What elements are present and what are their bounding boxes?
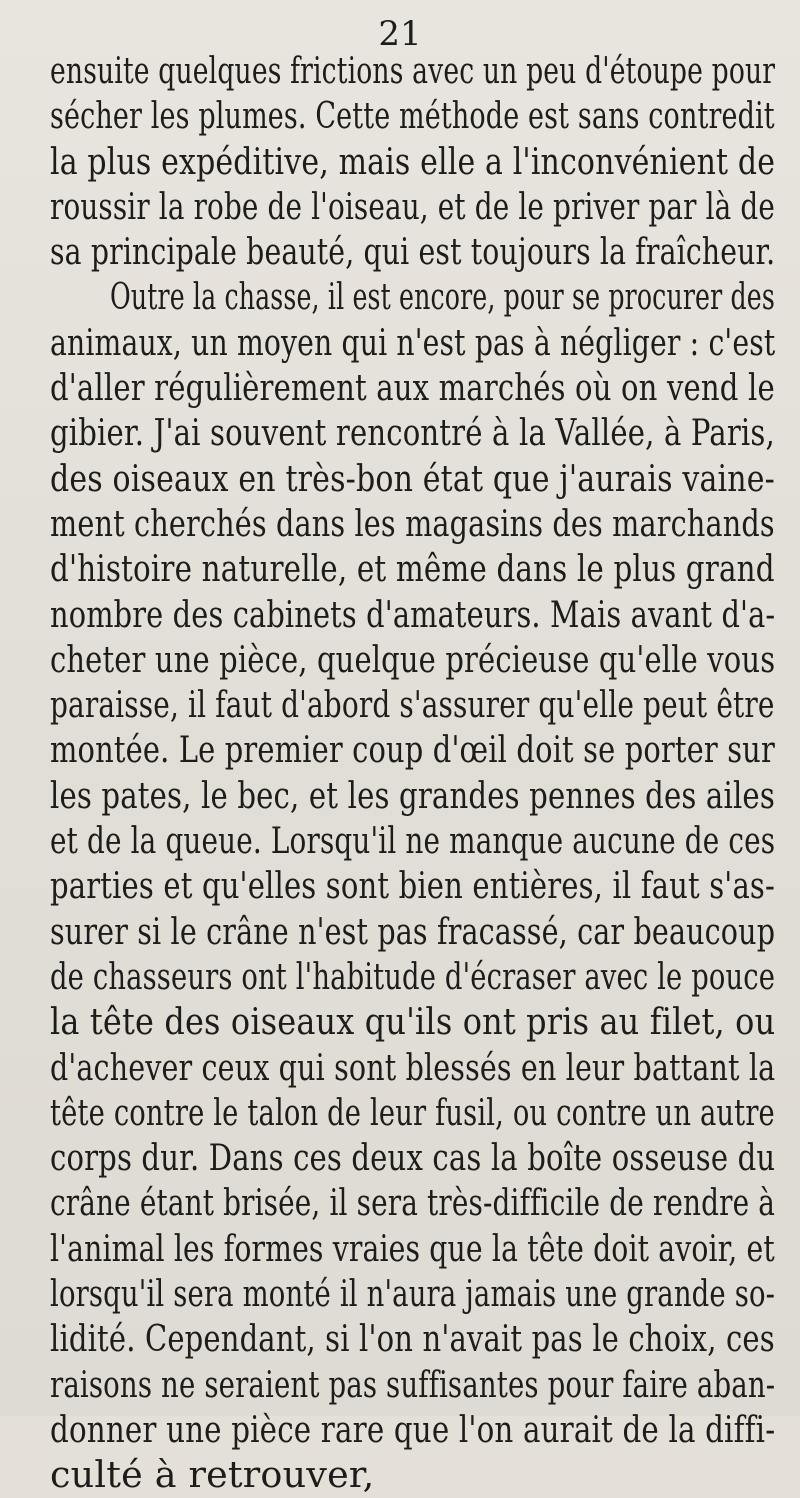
text-line xyxy=(0,909,800,954)
text-line-content: surer si le crâne n'est pas fracassé, car beaucoup xyxy=(50,909,776,953)
text-line xyxy=(0,1407,800,1452)
text-line xyxy=(0,48,800,93)
text-line xyxy=(0,863,800,908)
text-line-content: et de la queue. Lorsqu'il ne manque aucune de ces xyxy=(50,819,776,863)
text-line xyxy=(0,773,800,818)
text-line-content: lorsqu'il sera monté il n'aura jamais une grande so- xyxy=(50,1272,776,1316)
text-line xyxy=(0,229,800,274)
text-line xyxy=(0,727,800,772)
text-line xyxy=(0,1226,800,1271)
text-line xyxy=(0,456,800,501)
text-line xyxy=(0,1362,800,1407)
text-line xyxy=(0,954,800,999)
text-line xyxy=(0,1180,800,1225)
text-line-content: la tête des oiseaux qu'ils ont pris au filet, ou xyxy=(50,1000,776,1044)
text-line xyxy=(0,501,800,546)
text-line-content: sécher les plumes. Cette méthode est sans contredit xyxy=(50,94,775,138)
text-line-content: de chasseurs ont l'habitude d'écraser avec le pouce xyxy=(50,954,776,998)
text-line-content: parties et qu'elles sont bien entières, il faut s'as- xyxy=(50,864,775,908)
text-line-content: raisons ne seraient pas suffisantes pour faire aban- xyxy=(50,1362,776,1406)
text-line-content: la plus expéditive, mais elle a l'inconvénient de xyxy=(50,139,776,183)
text-line xyxy=(0,999,800,1044)
text-line-content: ment cherchés dans les magasins des marchands xyxy=(50,501,775,545)
text-line xyxy=(0,1045,800,1090)
body-text xyxy=(0,48,800,1498)
text-line-content: culté à retrouver, xyxy=(50,1453,375,1497)
text-line-content: sa principale beauté, qui est toujours la fraîcheur. xyxy=(50,230,776,274)
text-line xyxy=(0,1316,800,1361)
text-line-content: gibier. J'ai souvent rencontré à la Vallée, à Paris, xyxy=(50,411,775,455)
text-line xyxy=(0,637,800,682)
text-line-content: montée. Le premier coup d'œil doit se porter sur xyxy=(50,728,775,772)
text-line xyxy=(0,592,800,637)
text-line-content: tête contre le talon de leur fusil, ou contre un autre xyxy=(50,1090,775,1134)
text-line-content: les pates, le bec, et les grandes pennes des ailes xyxy=(50,773,775,817)
text-line-content: corps dur. Dans ces deux cas la boîte osseuse du xyxy=(50,1136,776,1180)
text-line-content: nombre des cabinets d'amateurs. Mais avant d'a- xyxy=(50,592,776,636)
text-line xyxy=(0,1452,800,1497)
text-line xyxy=(0,818,800,863)
text-line xyxy=(0,410,800,455)
text-line-content: roussir la robe de l'oiseau, et de le priver par là de xyxy=(50,184,775,228)
text-line-content: Outre la chasse, il est encore, pour se procurer des xyxy=(110,275,775,319)
text-line xyxy=(0,139,800,184)
text-line-content: animaux, un moyen qui n'est pas à négliger : c'est xyxy=(50,320,776,364)
text-line xyxy=(0,93,800,138)
text-line-content: l'animal les formes vraies que la tête doit avoir, et xyxy=(50,1226,775,1270)
text-line-content: cheter une pièce, quelque précieuse qu'elle vous xyxy=(50,637,776,681)
text-line-content: d'histoire naturelle, et même dans le plus grand xyxy=(50,547,775,591)
text-line xyxy=(0,320,800,365)
text-line xyxy=(0,1135,800,1180)
text-line xyxy=(0,365,800,410)
text-line-content: paraisse, il faut d'abord s'assurer qu'elle peut être xyxy=(50,683,775,727)
text-line-content: crâne étant brisée, il sera très-difficile de rendre à xyxy=(50,1181,776,1225)
text-line xyxy=(0,682,800,727)
text-line-content: d'aller régulièrement aux marchés où on vend le xyxy=(50,366,775,410)
text-line-content: d'achever ceux qui sont blessés en leur battant la xyxy=(50,1045,776,1089)
text-line xyxy=(0,1090,800,1135)
paragraph-first-line xyxy=(0,274,800,319)
text-line-content: des oiseaux en très-bon état que j'aurais vaine- xyxy=(50,456,775,500)
text-line-content: lidité. Cependant, si l'on n'avait pas le choix, ces xyxy=(50,1317,775,1361)
text-line-content: donner une pièce rare que l'on aurait de la diffi- xyxy=(50,1407,776,1451)
text-line xyxy=(0,184,800,229)
text-line xyxy=(0,546,800,591)
page-number: 21 xyxy=(378,14,422,54)
text-line-content: ensuite quelques frictions avec un peu d'étoupe pour xyxy=(50,49,776,92)
text-line xyxy=(0,1271,800,1316)
